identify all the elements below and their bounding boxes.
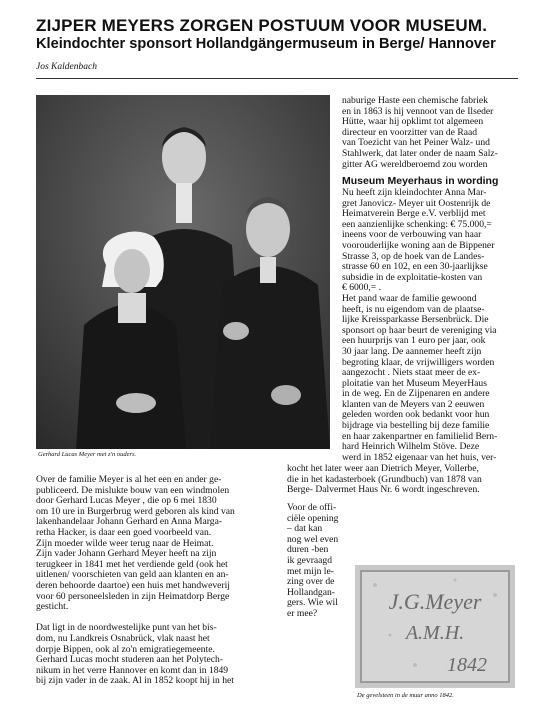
text-line: en haar zakenpartner en familielid Bern- <box>342 430 498 442</box>
section-subheading: Museum Meyerhaus in wording <box>342 175 499 187</box>
stone-inscription-line1: J.G.Meyer <box>388 589 482 614</box>
text-line: zing over de <box>287 576 335 588</box>
text-line: terugkeer in 1841 met het verdiende geld (ook het <box>36 558 228 570</box>
text-line: voor 60 personeelsleden in zijn Heimatdorp Berge <box>36 590 230 602</box>
left-column-body <box>36 475 235 687</box>
text-line: nikum in het verre Hannover en komt dan in 1849 <box>36 664 229 676</box>
text-line: Voor de offi- <box>287 502 337 513</box>
text-line: gesticht. <box>36 601 69 613</box>
text-line: werd in 1852 eigenaar van het huis, ver- <box>342 451 497 463</box>
text-line: lijke Kreissparkasse Bersenbrück. Die <box>342 314 489 326</box>
text-line: 30 jaar lang. De aannemer heeft zijn <box>342 345 482 357</box>
family-photo-illustration <box>36 95 330 449</box>
text-line: nog wel even <box>287 533 339 545</box>
text-line: € 6000,= . <box>342 282 381 294</box>
text-line: Zijn vader Johann Gerhard Meyer heeft na zijn <box>36 548 217 560</box>
text-line: die in het kadasterboek (Grundbuch) van 1878 van <box>287 473 482 485</box>
family-photo <box>36 95 330 449</box>
text-line: Strasse 3, op de hoek van de Landes- <box>342 250 485 262</box>
text-line: subsidie in de exploitatie-kosten van <box>342 271 483 283</box>
text-line: gret Janovicz- Meyer uit Oostenrijk de <box>342 197 491 209</box>
text-line: aangezocht . Niets staat meer de ex- <box>342 367 481 379</box>
text-line: en in 1863 is hij vennoot van de Ilseder <box>342 105 494 117</box>
text-line: Heimatverein Berge e.V. verblijd met <box>342 208 486 220</box>
text-line: er mee? <box>287 607 318 619</box>
text-line: heeft, is nu eigendom van de plaatse- <box>342 303 485 315</box>
text-line: uitlenen/ voorschieten van geld aan klanten en an- <box>36 569 229 581</box>
text-line: Stahlwerk, dat later onder de naam Salz- <box>342 147 498 159</box>
text-line: van Toezicht van het Peiner Walz- und <box>342 137 490 149</box>
text-line: gitter AG wereldberoemd zou worden <box>342 158 488 170</box>
text-line: deren behoorde daartoe) een huis met handweverij <box>36 579 230 591</box>
text-line: ineens voor de verbouwing van haar <box>342 229 482 241</box>
text-line: Het pand waar de familie gewoond <box>342 292 477 304</box>
text-line: sponsort op haar beurt de vereniging via <box>342 324 497 336</box>
text-line: in de weg. En de Zijpenaren en andere <box>342 388 490 400</box>
stone-caption: De gevelsteen in de muur anno 1842. <box>357 692 454 699</box>
text-line: gers. Wie wil <box>287 597 338 609</box>
text-line: door Gerhard Lucas Meyer , die op 6 mei 1830 <box>36 495 217 507</box>
text-line: Hollandgan- <box>287 586 335 598</box>
text-line: begroting klaar, de vrijwilligers worden <box>342 356 495 368</box>
text-line: Nu heeft zijn kleindochter Anna Mar- <box>342 187 487 198</box>
sidebar-note <box>287 503 338 620</box>
right-column-body <box>342 188 497 463</box>
stone-year: 1842 <box>447 654 487 676</box>
text-line: Dat ligt in de noordwestelijke punt van het bis- <box>36 622 217 634</box>
text-line: Gerhard Lucas mocht studeren aan het Polytech- <box>36 654 224 666</box>
text-line: kocht het later weer aan Dietrich Meyer, Vollerbe, <box>287 463 479 474</box>
text-line: met mijn le- <box>287 565 334 577</box>
article-title: ZIJPER MEYERS ZORGEN POSTUUM VOOR MUSEUM. <box>36 16 488 35</box>
header-divider <box>36 78 518 79</box>
text-line: klanten van de Meyers van 2 eeuwen <box>342 398 485 410</box>
gable-stone-photo <box>355 565 515 688</box>
text-line: strasse 60 en 102, en een 30-jaarlijkse <box>342 261 488 273</box>
text-line: geleden worden ook bedankt voor hun <box>342 409 490 421</box>
text-line: om 10 ure in Burgerbrug werd geboren als kind van <box>36 505 235 517</box>
continuation-text <box>287 464 482 496</box>
text-line: ploitatie van het Museum MeyerHaus <box>342 377 487 389</box>
text-line: een huurprijs van 1 euro per jaar, ook <box>342 335 486 347</box>
stone-inscription-line2: A.M.H. <box>405 622 465 644</box>
photo-caption: Gerhard Lucas Meyer met z'n ouders. <box>38 451 137 458</box>
article-subtitle: Kleindochter sponsort Hollandgängermuseum in Berge/ Hannover <box>36 36 496 52</box>
text-line: ik gevraagd <box>287 554 333 566</box>
text-line: Zijn moeder wilde weer terug naar de Heimat. <box>36 537 214 549</box>
text-line: Hütte, waar hij opklimt tot algemeen <box>342 116 484 128</box>
text-line: een aanzienlijke schenking: € 75.000,= <box>342 218 492 230</box>
text-line: Berge- Dalvermet Haus Nr. 6 wordt ingeschreven. <box>287 484 480 496</box>
text-line: – dat kan <box>287 523 323 535</box>
right-column-intro <box>342 96 498 170</box>
text-line: voorouderlijke woning aan de Bippener <box>342 239 495 251</box>
text-line: dorpje Bippen, ook al zo'n emigratiegemeente. <box>36 643 215 655</box>
text-line: ciële opening <box>287 512 339 524</box>
text-line: lakenhandelaar Johann Gerhard en Anna Marga- <box>36 516 223 528</box>
text-line: Over de familie Meyer is al het een en ander ge- <box>36 474 222 485</box>
gable-stone-illustration <box>355 565 515 688</box>
author-byline: Jos Kaldenbach <box>36 62 97 72</box>
text-line: directeur en voorzitter van de Raad <box>342 126 478 138</box>
text-line: duren -ben <box>287 544 329 556</box>
text-line: dom, nu Landkreis Osnabrück, vlak naast het <box>36 632 210 644</box>
text-line: hard Heinrich Wilhelm Stöve. Deze <box>342 441 480 453</box>
text-line: naburige Haste een chemische fabriek <box>342 95 488 106</box>
text-line: bijdrage via bestelling bij deze familie <box>342 420 490 432</box>
text-line: bij zijn vader in de zaak. Al in 1852 koopt hij in het <box>36 675 234 687</box>
text-line: publiceerd. De mislukte bouw van een windmolen <box>36 484 230 496</box>
text-line: retha Hacker, is daar een goed voorbeeld van. <box>36 526 212 538</box>
